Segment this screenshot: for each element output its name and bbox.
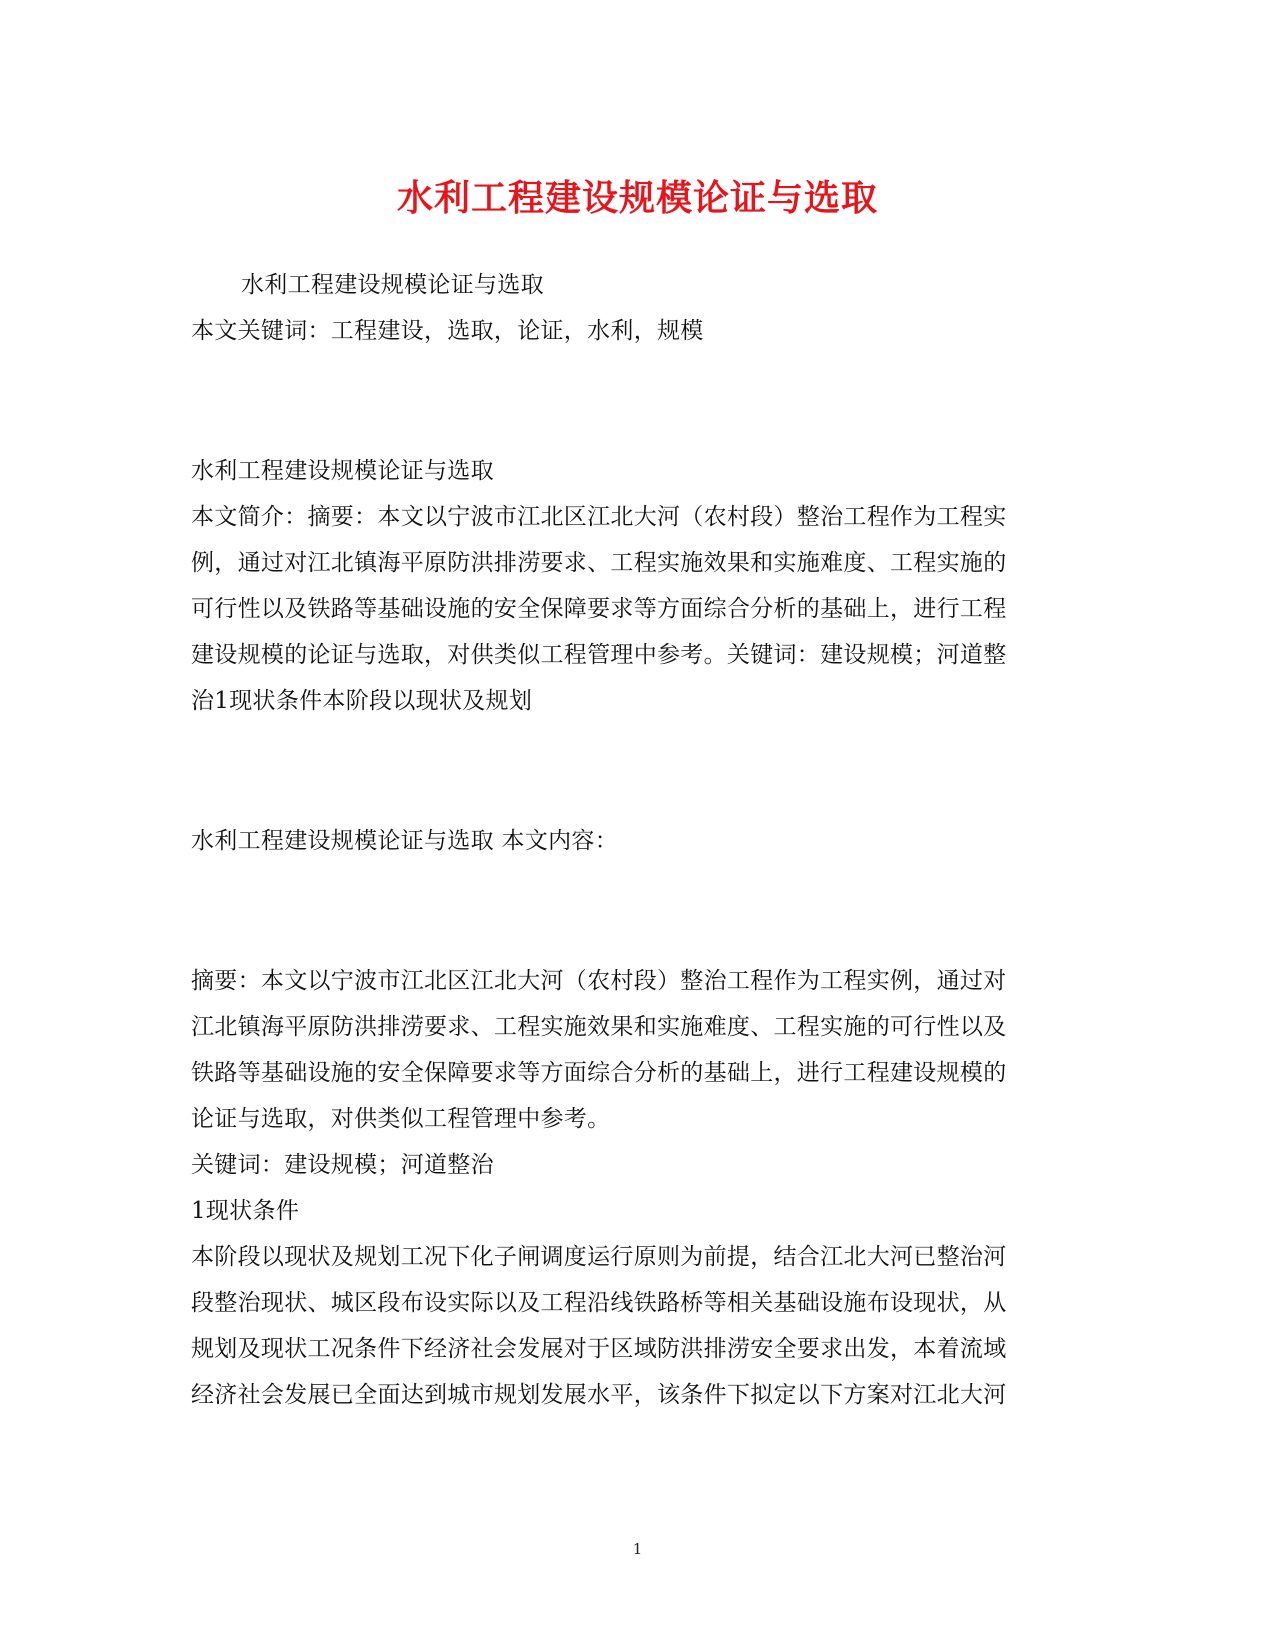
intro-line: 例，通过对江北镇海平原防洪排涝要求、工程实施效果和实施难度、工程实施的 xyxy=(191,550,1007,576)
intro-line: 治1现状条件本阶段以现状及规划 xyxy=(191,688,533,714)
intro-line: 可行性以及铁路等基础设施的安全保障要求等方面综合分析的基础上，进行工程 xyxy=(191,596,1007,622)
document-title: 水利工程建设规模论证与选取 xyxy=(396,177,878,219)
abstract-line: 江北镇海平原防洪排涝要求、工程实施效果和实施难度、工程实施的可行性以及 xyxy=(191,1014,1007,1040)
content-heading: 水利工程建设规模论证与选取 本文内容： xyxy=(191,828,619,854)
keywords: 关键词：建设规模；河道整治 xyxy=(191,1152,494,1178)
abstract-line: 铁路等基础设施的安全保障要求等方面综合分析的基础上，进行工程建设规模的 xyxy=(191,1060,1007,1086)
section-line: 本阶段以现状及规划工况下化子闸调度运行原则为前提，结合江北大河已整治河 xyxy=(191,1244,1007,1270)
intro-line: 建设规模的论证与选取，对供类似工程管理中参考。关键词：建设规模；河道整 xyxy=(191,642,1007,668)
intro-heading: 水利工程建设规模论证与选取 xyxy=(191,458,494,484)
keywords-line: 本文关键词：工程建设，选取，论证，水利，规模 xyxy=(191,318,704,344)
intro-line: 本文简介：摘要：本文以宁波市江北区江北大河（农村段）整治工程作为工程实 xyxy=(191,504,1007,530)
section-heading: 1现状条件 xyxy=(191,1198,300,1224)
section-line: 经济社会发展已全面达到城市规划发展水平，该条件下拟定以下方案对江北大河 xyxy=(191,1382,1007,1408)
abstract-line: 论证与选取，对供类似工程管理中参考。 xyxy=(191,1106,611,1132)
page-number: 1 xyxy=(632,1540,643,1558)
abstract-line: 摘要：本文以宁波市江北区江北大河（农村段）整治工程作为工程实例，通过对 xyxy=(191,968,1007,994)
section-line: 段整治现状、城区段布设实际以及工程沿线铁路桥等相关基础设施布设现状，从 xyxy=(191,1290,1007,1316)
section-line: 规划及现状工况条件下经济社会发展对于区域防洪排涝安全要求出发，本着流域 xyxy=(191,1336,1007,1362)
subtitle: 水利工程建设规模论证与选取 xyxy=(241,272,544,298)
